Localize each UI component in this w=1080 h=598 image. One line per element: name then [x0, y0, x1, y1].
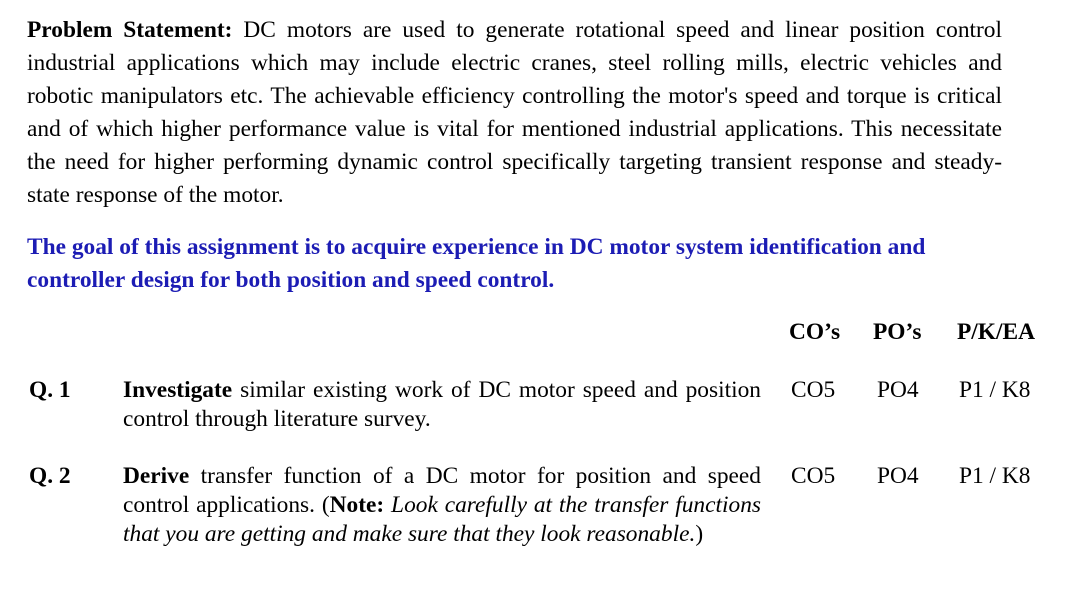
- question-2-body: transfer function of a DC motor for position and speed control applications. (: [123, 463, 761, 518]
- question-2-pkea: P1 / K8: [959, 463, 1031, 489]
- problem-statement-text: DC motors are used to generate rotational speed and linear position control industrial applications which may include electric cranes, steel rolling mills, electric vehicles and robotic manipulators etc. The achievable efficiency controlling the motor's speed and torque is critical and of which higher performance value is vital for mentioned industrial applications. This necessitate the need for higher performing dynamic control specifically targeting transient response and steady-state response of the motor.: [27, 17, 1002, 208]
- question-1-co: CO5: [791, 377, 836, 403]
- problem-statement: [27, 14, 1002, 212]
- question-2-lead: Derive: [123, 463, 190, 489]
- question-1-po: PO4: [877, 377, 919, 403]
- assignment-goal: The goal of this assignment is to acquire experience in DC motor system identification and controller design for both position and speed control.: [27, 234, 926, 293]
- question-1-body: similar existing work of DC motor speed and position control through literature survey.: [123, 377, 761, 432]
- question-2-text: [123, 462, 761, 549]
- question-2-po: PO4: [877, 463, 919, 489]
- question-1-lead: Investigate: [123, 377, 233, 403]
- question-1-number: Q. 1: [29, 377, 71, 403]
- header-cos: CO’s: [789, 319, 841, 345]
- problem-statement-label: Problem Statement:: [27, 17, 233, 43]
- question-1-text: [123, 376, 761, 434]
- header-pkea: P/K/EA: [957, 319, 1035, 345]
- header-pos: PO’s: [873, 319, 922, 345]
- question-2-closing: ): [695, 521, 704, 547]
- question-2-note-label: Note:: [329, 492, 385, 518]
- question-1-pkea: P1 / K8: [959, 377, 1031, 403]
- question-2-co: CO5: [791, 463, 836, 489]
- question-2-number: Q. 2: [29, 463, 71, 489]
- question-2-note-text: Look carefully at the transfer functions that you are getting and make sure that they look reasonable.: [123, 492, 761, 547]
